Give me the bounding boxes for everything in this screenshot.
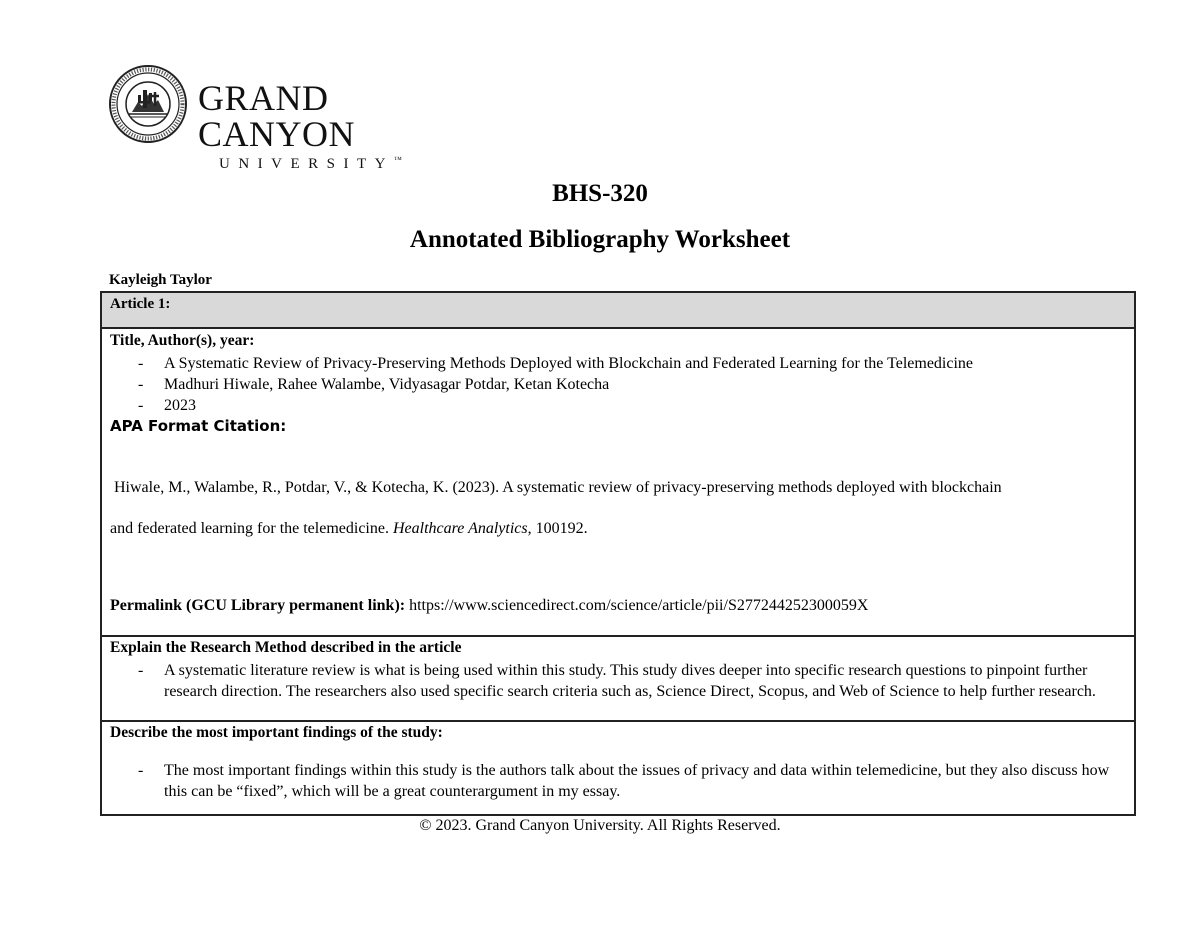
bullet-marker: - (138, 662, 144, 679)
research-method-cell (100, 635, 1136, 722)
apa-citation-line-2: and federated learning for the telemedicine. Healthcare Analytics, 100192. (110, 520, 588, 537)
university-seal-icon (108, 64, 188, 144)
research-method-label: Explain the Research Method described in the article (110, 639, 462, 656)
permalink-row (110, 595, 868, 616)
findings-text: The most important findings within this study is the authors talk about the issues of privacy and data within telemedicine, but they also discuss how this can be “fixed”, which will be a great counterargument in my essay. (164, 762, 1110, 800)
findings-cell (100, 720, 1136, 816)
findings-label: Describe the most important findings of the study: (110, 724, 443, 741)
page-title: Annotated Bibliography Worksheet (409, 226, 791, 253)
bullet-marker: - (138, 762, 144, 779)
journal-name: Healthcare Analytics (392, 520, 528, 537)
research-method-text: A systematic literature review is what is being used within this study. This study dives deeper into specific research questions to pinpoint further research direction. The researchers also used specific search criteria such as, Science Direct, Scopus, and Web of Science to help further research. (164, 662, 1096, 700)
bullet-marker: - (138, 376, 144, 393)
article-heading: Article 1: (110, 296, 171, 312)
wordmark-line-2: UNIVERSITY™ (219, 155, 402, 172)
student-name: Kayleigh Taylor (109, 272, 212, 288)
trademark-symbol: ™ (394, 155, 402, 164)
bullet-marker: - (138, 355, 144, 372)
bullet-marker: - (138, 397, 144, 414)
apa-citation-label: APA Format Citation: (110, 417, 287, 435)
copyright-footer: © 2023. Grand Canyon University. All Rights Reserved. (419, 817, 781, 834)
university-logo (108, 64, 488, 172)
article-title: A Systematic Review of Privacy-Preserving Methods Deployed with Blockchain and Federated Learning for the Telemedicine (164, 355, 974, 372)
apa-citation-line-1: Hiwale, M., Walambe, R., Potdar, V., & Kotecha, K. (2023). A systematic review of privacy-preserving methods deployed with blockchain (114, 479, 1002, 496)
article-header-row (100, 291, 1136, 329)
university-wordmark (198, 80, 488, 172)
course-code: BHS-320 (552, 180, 648, 207)
article-year: 2023 (164, 397, 196, 414)
wordmark-line-1: GRAND CANYON (198, 78, 356, 154)
article-authors: Madhuri Hiwale, Rahee Walambe, Vidyasagar Potdar, Ketan Kotecha (164, 376, 610, 393)
citation-cell (100, 327, 1136, 637)
permalink-url[interactable]: https://www.sciencedirect.com/science/article/pii/S277244252300059X (409, 597, 869, 614)
permalink-label: Permalink (GCU Library permanent link): (110, 597, 406, 614)
title-author-year-label: Title, Author(s), year: (110, 332, 255, 349)
